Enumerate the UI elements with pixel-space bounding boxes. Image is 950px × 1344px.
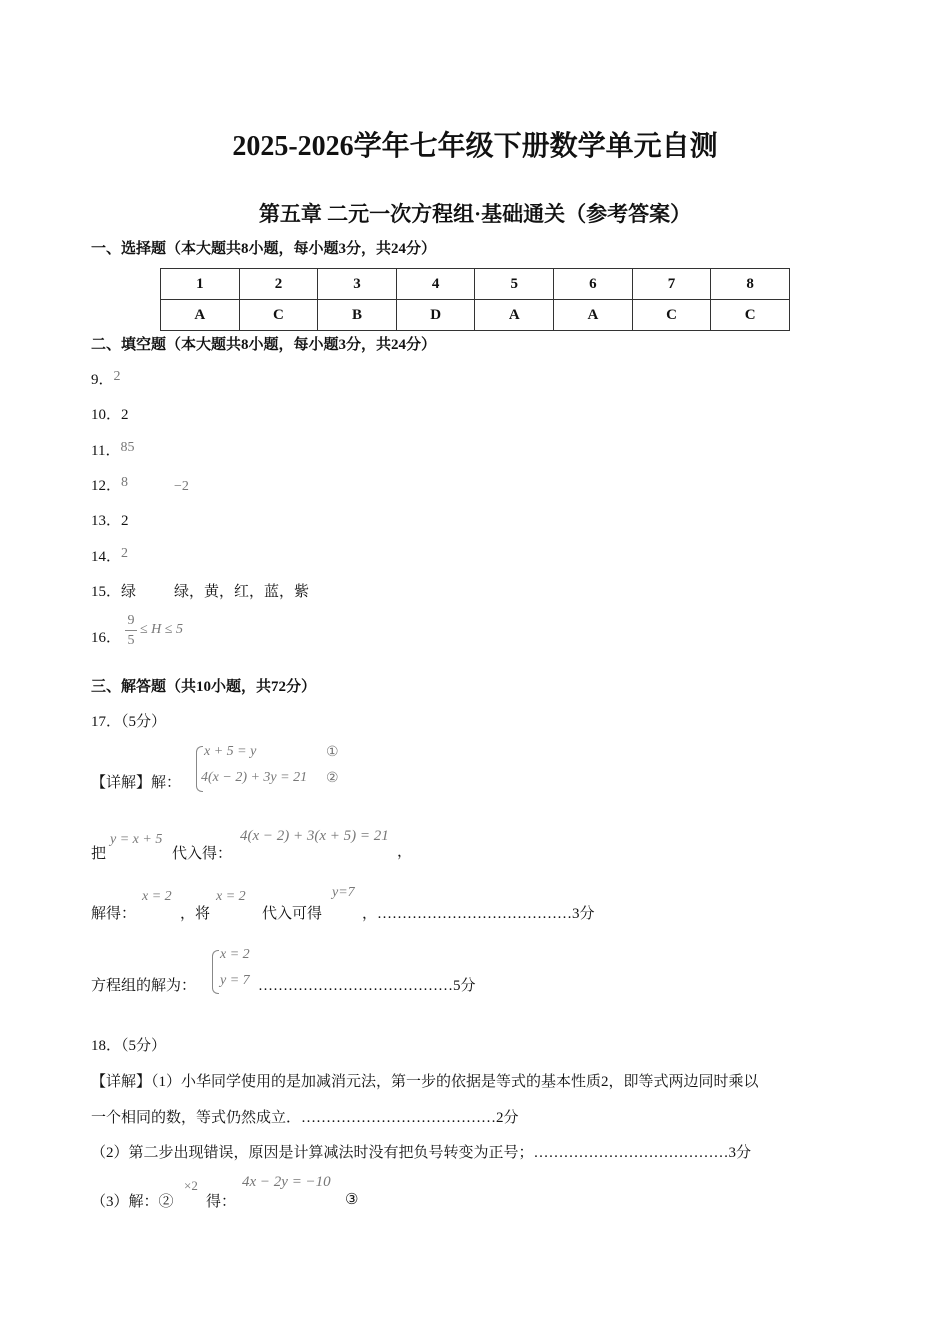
q17-number: 17．（5分） — [91, 714, 167, 730]
answer-table-answer-row — [161, 300, 790, 331]
table-cell: 3 — [318, 269, 397, 300]
q18-number: 18．（5分） — [91, 1038, 167, 1054]
q17-line4-end: …………………………………5分 — [258, 978, 476, 994]
q18-paragraph-3-sup: ×2 — [184, 1178, 198, 1193]
q13-number: 13． — [91, 513, 122, 529]
q11-answer: 85 — [120, 440, 135, 455]
q17-line3-prefix: 解得： — [91, 906, 137, 922]
q15-answer-1: 绿 — [121, 584, 137, 600]
q16-number: 16． — [91, 630, 122, 646]
q16-fraction-numerator: 9 — [127, 613, 135, 628]
section1-heading: 一、选择题（本大题共8小题，每小题3分，共24分） — [91, 241, 437, 257]
q16 — [91, 626, 121, 647]
q12-answer-1: 8 — [121, 475, 129, 490]
section2-heading: 二、填空题（本大题共8小题，每小题3分，共24分） — [91, 337, 437, 353]
q12-answer-2: −2 — [174, 479, 189, 494]
q17-solution-x: x = 2 — [220, 947, 250, 962]
q17-equation-2: 4(x − 2) + 3y = 21 — [201, 770, 308, 785]
q9 — [91, 368, 121, 389]
q13-answer: 2 — [121, 513, 129, 529]
q17-line3-end: ，…………………………………3分 — [362, 906, 595, 922]
answer-table-header-row — [161, 269, 790, 300]
q16-inequality: ≤ H ≤ 5 — [140, 622, 183, 637]
table-cell: 8 — [711, 269, 790, 300]
q18-paragraph-1b: 一个相同的数，等式仍然成立．…………………………………2分 — [91, 1110, 519, 1126]
q15-number: 15． — [91, 584, 122, 600]
q17-equation-2-mark: ② — [326, 771, 339, 786]
q12 — [91, 474, 189, 495]
answer-table — [160, 268, 790, 331]
q17-line2-mid: 代入得： — [172, 846, 233, 862]
q18-paragraph-2: （2）第二步出现错误，原因是计算减法时没有把负号转变为正号；…………………………………3分 — [91, 1145, 752, 1161]
q17-line4-prefix: 方程组的解为： — [91, 978, 197, 994]
q9-answer: 2 — [113, 369, 121, 384]
q10-answer: 2 — [121, 407, 129, 423]
q17-label: 【详解】解： — [91, 775, 182, 791]
q14-number: 14． — [91, 549, 122, 565]
table-cell: A — [554, 300, 633, 331]
q10 — [91, 403, 129, 424]
q17-line3-mid: ，将 — [180, 906, 211, 922]
q18-paragraph-3-prefix: （3）解：② — [91, 1194, 174, 1210]
table-cell: 6 — [554, 269, 633, 300]
q10-number: 10． — [91, 407, 122, 423]
q15 — [91, 580, 309, 601]
table-cell: A — [161, 300, 240, 331]
q17-line3-x2: x = 2 — [216, 889, 246, 904]
q16-fraction-denominator: 5 — [127, 633, 135, 648]
q17-line2-end: ， — [397, 844, 413, 860]
page-subtitle: 第五章 二元一次方程组·基础通关（参考答案） — [258, 202, 692, 226]
table-cell: C — [711, 300, 790, 331]
q12-number: 12． — [91, 478, 122, 494]
q17-line3-mid2: 代入可得 — [262, 906, 323, 922]
q17-solution-brace — [212, 950, 219, 994]
table-cell: D — [396, 300, 475, 331]
q9-number: 9． — [91, 372, 114, 388]
table-cell: 2 — [239, 269, 318, 300]
table-cell: A — [475, 300, 554, 331]
section3-heading: 三、解答题（共10小题，共72分） — [91, 679, 317, 695]
table-cell: C — [632, 300, 711, 331]
q17-line3-y: y=7 — [332, 885, 355, 900]
q16-fraction-bar — [125, 630, 137, 631]
q17-line3-x: x = 2 — [142, 889, 172, 904]
q14 — [91, 545, 128, 566]
page-title: 2025-2026学年七年级下册数学单元自测 — [232, 131, 718, 162]
q17-line2-prefix: 把 — [91, 846, 107, 862]
q13 — [91, 509, 129, 530]
table-cell: 7 — [632, 269, 711, 300]
q14-answer: 2 — [121, 546, 129, 561]
q15-answer-2: 绿，黄，红，蓝，紫 — [174, 584, 310, 600]
q11 — [91, 439, 134, 460]
q17-solution-y: y = 7 — [220, 973, 250, 988]
q11-number: 11． — [91, 443, 121, 459]
q18-paragraph-3-equation: 4x − 2y = −10 — [242, 1174, 331, 1190]
table-cell: B — [318, 300, 397, 331]
q17-equation-1-mark: ① — [326, 745, 339, 760]
table-cell: C — [239, 300, 318, 331]
table-cell: 1 — [161, 269, 240, 300]
q18-paragraph-3-mark: ③ — [345, 1192, 359, 1208]
q18-paragraph-1: 【详解】（1）小华同学使用的是加减消元法，第一步的依据是等式的基本性质2，即等式两边同时乘以 — [91, 1074, 759, 1090]
q17-line2-substitution: y = x + 5 — [110, 832, 163, 847]
q17-line2-equation: 4(x − 2) + 3(x + 5) = 21 — [240, 828, 389, 844]
table-cell: 4 — [396, 269, 475, 300]
q17-equation-1: x + 5 = y — [204, 744, 257, 759]
q18-paragraph-3-mid: 得： — [206, 1194, 237, 1210]
table-cell: 5 — [475, 269, 554, 300]
